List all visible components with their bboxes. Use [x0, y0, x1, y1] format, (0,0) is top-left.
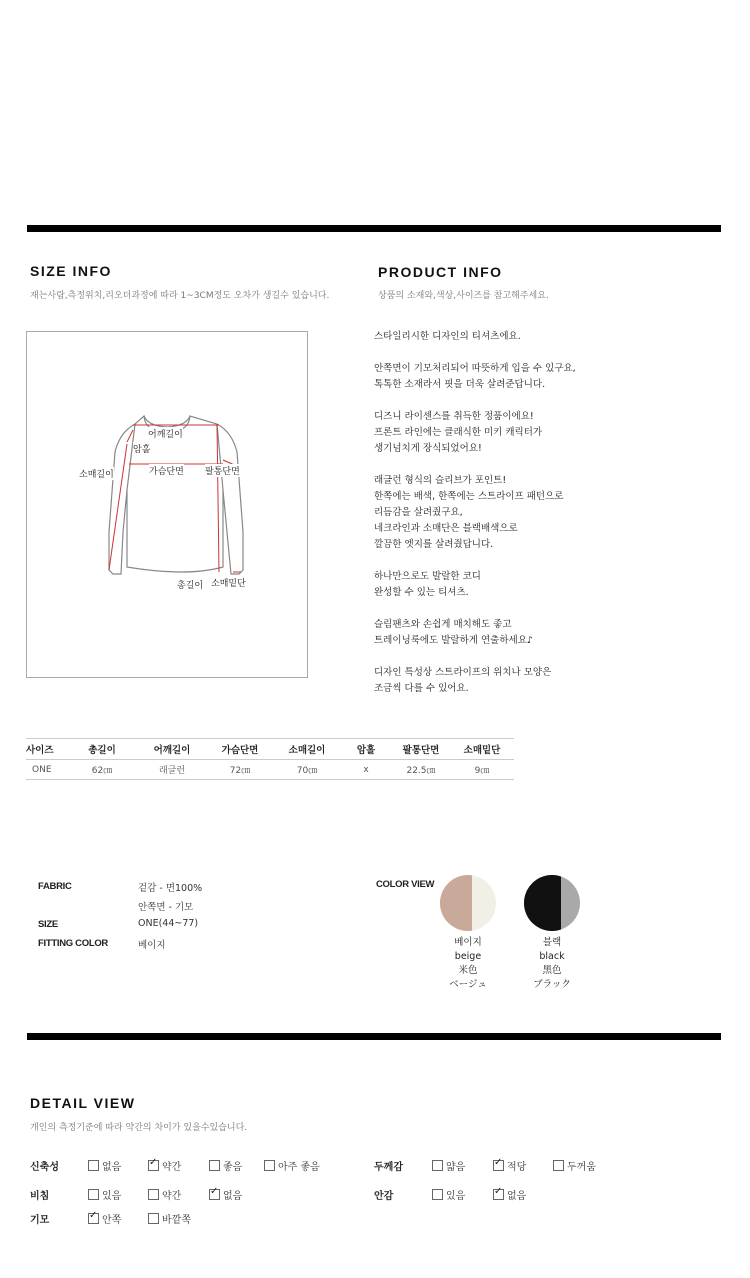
table-row [26, 760, 514, 780]
checkbox[interactable] [148, 1189, 159, 1200]
sheer-label: 비침 [30, 1191, 50, 1202]
color-name-zh: 黑色 [542, 965, 562, 976]
thickness-option-medium[interactable] [493, 1158, 526, 1173]
product-description [374, 329, 714, 713]
desc-line: 네크라인과 소매단은 블랙배색으로 [374, 523, 518, 534]
checkbox[interactable] [148, 1213, 159, 1224]
checkbox[interactable] [88, 1213, 99, 1224]
option-label: 두꺼움 [567, 1162, 596, 1173]
desc-paragraph-1 [374, 329, 714, 345]
checkbox[interactable] [432, 1189, 443, 1200]
stretch-option-none[interactable] [88, 1158, 121, 1173]
stretch-option-very-good[interactable] [264, 1158, 320, 1173]
desc-line: 안쪽면이 기모처리되어 따뜻하게 입을 수 있구요, [374, 363, 576, 374]
color-name-ja: ベージュ [449, 979, 487, 990]
color-swatch-beige[interactable] [439, 874, 497, 936]
col-header: 소매길이 [274, 739, 340, 760]
brushed-label: 기모 [30, 1215, 50, 1226]
desc-paragraph-3 [374, 409, 714, 457]
desc-line: 한쪽에는 배색, 한쪽에는 스트라이프 패턴으로 [374, 491, 564, 502]
table-cell: 62㎝ [66, 760, 138, 780]
desc-line: 톡톡한 소재라서 핏을 더욱 살려준답니다. [374, 379, 546, 390]
brushed-option-inside[interactable] [88, 1211, 121, 1226]
fabric-value-outer: 겉감 - 면100% [138, 883, 203, 894]
option-label: 안쪽 [102, 1215, 122, 1226]
color-name-en: black [539, 951, 565, 962]
lining-label: 안감 [374, 1191, 394, 1202]
thickness-option-thin[interactable] [432, 1158, 465, 1173]
option-label: 있음 [102, 1191, 122, 1202]
option-label: 없음 [507, 1191, 527, 1202]
desc-line: 슬림팬츠와 손쉽게 매치해도 좋고 [374, 619, 512, 630]
checkbox[interactable] [493, 1160, 504, 1171]
label-arm-width: 팔통단면 [205, 464, 240, 477]
table-cell: 72㎝ [206, 760, 274, 780]
thickness-option-thick[interactable] [553, 1158, 596, 1173]
thickness-label: 두께감 [374, 1162, 403, 1173]
shirt-outline-icon [27, 332, 307, 677]
fitting-color-label: FITTING COLOR [38, 938, 108, 949]
checkbox[interactable] [553, 1160, 564, 1171]
desc-paragraph-5 [374, 569, 714, 601]
size-table [26, 738, 514, 780]
label-sleeve-length: 소매길이 [79, 467, 114, 480]
size-info-title: SIZE INFO [30, 263, 112, 279]
option-label: 아주 좋음 [278, 1162, 320, 1173]
col-header: 어깨길이 [138, 739, 206, 760]
color-name-ko: 블랙 [542, 937, 562, 948]
desc-line: 하나만으로도 발랄한 코디 [374, 571, 481, 582]
desc-line: 프론트 라인에는 클래식한 미키 캐릭터가 [374, 427, 543, 438]
option-label: 바깥쪽 [162, 1215, 191, 1226]
checkbox[interactable] [88, 1189, 99, 1200]
sheer-option-none[interactable] [209, 1187, 242, 1202]
option-label: 좋음 [223, 1162, 243, 1173]
col-header: 가슴단면 [206, 739, 274, 760]
size-label: SIZE [38, 919, 58, 930]
fabric-label: FABRIC [38, 881, 72, 892]
size-value: ONE(44~77) [138, 918, 199, 929]
desc-line: 완성할 수 있는 티셔츠. [374, 587, 469, 598]
option-label: 얇음 [446, 1162, 466, 1173]
option-label: 약간 [162, 1191, 182, 1202]
detail-view-title: DETAIL VIEW [30, 1095, 136, 1111]
table-cell: 22.5㎝ [392, 760, 450, 780]
table-cell: 9㎝ [450, 760, 514, 780]
lining-option-yes[interactable] [432, 1187, 465, 1202]
col-header: 암홀 [340, 739, 392, 760]
table-cell: ONE [26, 760, 66, 780]
desc-line: 래글런 형식의 슬리브가 포인트! [374, 475, 507, 486]
desc-line: 스타일리시한 디자인의 티셔츠에요. [374, 331, 521, 342]
desc-paragraph-7 [374, 665, 714, 697]
size-diagram [26, 331, 308, 678]
desc-line: 리듬감을 살려줬구요, [374, 507, 463, 518]
desc-line: 트레이닝룩에도 발랄하게 연출하세요♪ [374, 635, 533, 646]
lining-option-none[interactable] [493, 1187, 526, 1202]
table-cell: x [340, 760, 392, 780]
col-header: 총길이 [66, 739, 138, 760]
checkbox[interactable] [493, 1189, 504, 1200]
color-swatch-black[interactable] [523, 874, 581, 936]
color-name-black [522, 936, 582, 992]
label-shoulder: 어깨길이 [148, 427, 183, 440]
label-chest: 가슴단면 [149, 464, 184, 477]
desc-paragraph-6 [374, 617, 714, 649]
desc-paragraph-4 [374, 473, 714, 553]
stretch-option-good[interactable] [209, 1158, 242, 1173]
checkbox[interactable] [264, 1160, 275, 1171]
desc-line: 디자인 특성상 스트라이프의 위치나 모양은 [374, 667, 552, 678]
brushed-option-outside[interactable] [148, 1211, 191, 1226]
option-label: 없음 [223, 1191, 243, 1202]
color-name-en: beige [454, 951, 482, 962]
checkbox[interactable] [432, 1160, 443, 1171]
col-header: 사이즈 [26, 739, 66, 760]
black-swatch-icon [523, 874, 581, 932]
fitting-color-value: 베이지 [138, 940, 166, 951]
col-header: 소매밑단 [450, 739, 514, 760]
label-total-length: 총길이 [177, 578, 203, 591]
product-info-subtitle: 상품의 소재와,색상,사이즈를 참고해주세요. [378, 291, 549, 301]
stretch-option-slight[interactable] [148, 1158, 181, 1173]
table-cell: 70㎝ [274, 760, 340, 780]
color-name-zh: 米色 [458, 965, 478, 976]
checkbox[interactable] [148, 1160, 159, 1171]
color-name-beige [438, 936, 498, 992]
size-table-header [26, 739, 514, 760]
section-divider-top [27, 225, 721, 232]
beige-swatch-icon [439, 874, 497, 932]
section-divider-detail [27, 1033, 721, 1040]
fabric-value-inner: 안쪽면 - 기모 [138, 902, 194, 913]
sheer-option-yes[interactable] [88, 1187, 121, 1202]
detail-view-subtitle: 개인의 측정기준에 따라 약간의 차이가 있을수있습니다. [30, 1123, 248, 1133]
product-info-title: PRODUCT INFO [378, 264, 503, 280]
option-label: 약간 [162, 1162, 182, 1173]
desc-line: 깔끔한 엣지를 살려줬답니다. [374, 539, 494, 550]
desc-line: 생기넘치게 장식되었어요! [374, 443, 482, 454]
sheer-option-slight[interactable] [148, 1187, 181, 1202]
stretch-label: 신축성 [30, 1162, 59, 1173]
option-label: 적당 [507, 1162, 527, 1173]
color-view-label: COLOR VIEW [376, 879, 435, 890]
color-name-ko: 베이지 [454, 937, 482, 948]
desc-line: 조금씩 다를 수 있어요. [374, 683, 469, 694]
desc-line: 디즈니 라이센스를 취득한 정품이에요! [374, 411, 534, 422]
checkbox[interactable] [209, 1189, 220, 1200]
col-header: 팔통단면 [392, 739, 450, 760]
label-armhole: 암홀 [133, 442, 150, 455]
checkbox[interactable] [209, 1160, 220, 1171]
size-info-subtitle: 재는사람,측정위치,리오더과정에 따라 1~3CM정도 오차가 생길수 있습니다. [30, 291, 330, 301]
checkbox[interactable] [88, 1160, 99, 1171]
desc-paragraph-2 [374, 361, 714, 393]
table-cell: 래글런 [138, 760, 206, 780]
color-name-ja: ブラック [533, 979, 571, 990]
label-sleeve-hem: 소매밑단 [211, 576, 246, 589]
option-label: 있음 [446, 1191, 466, 1202]
option-label: 없음 [102, 1162, 122, 1173]
